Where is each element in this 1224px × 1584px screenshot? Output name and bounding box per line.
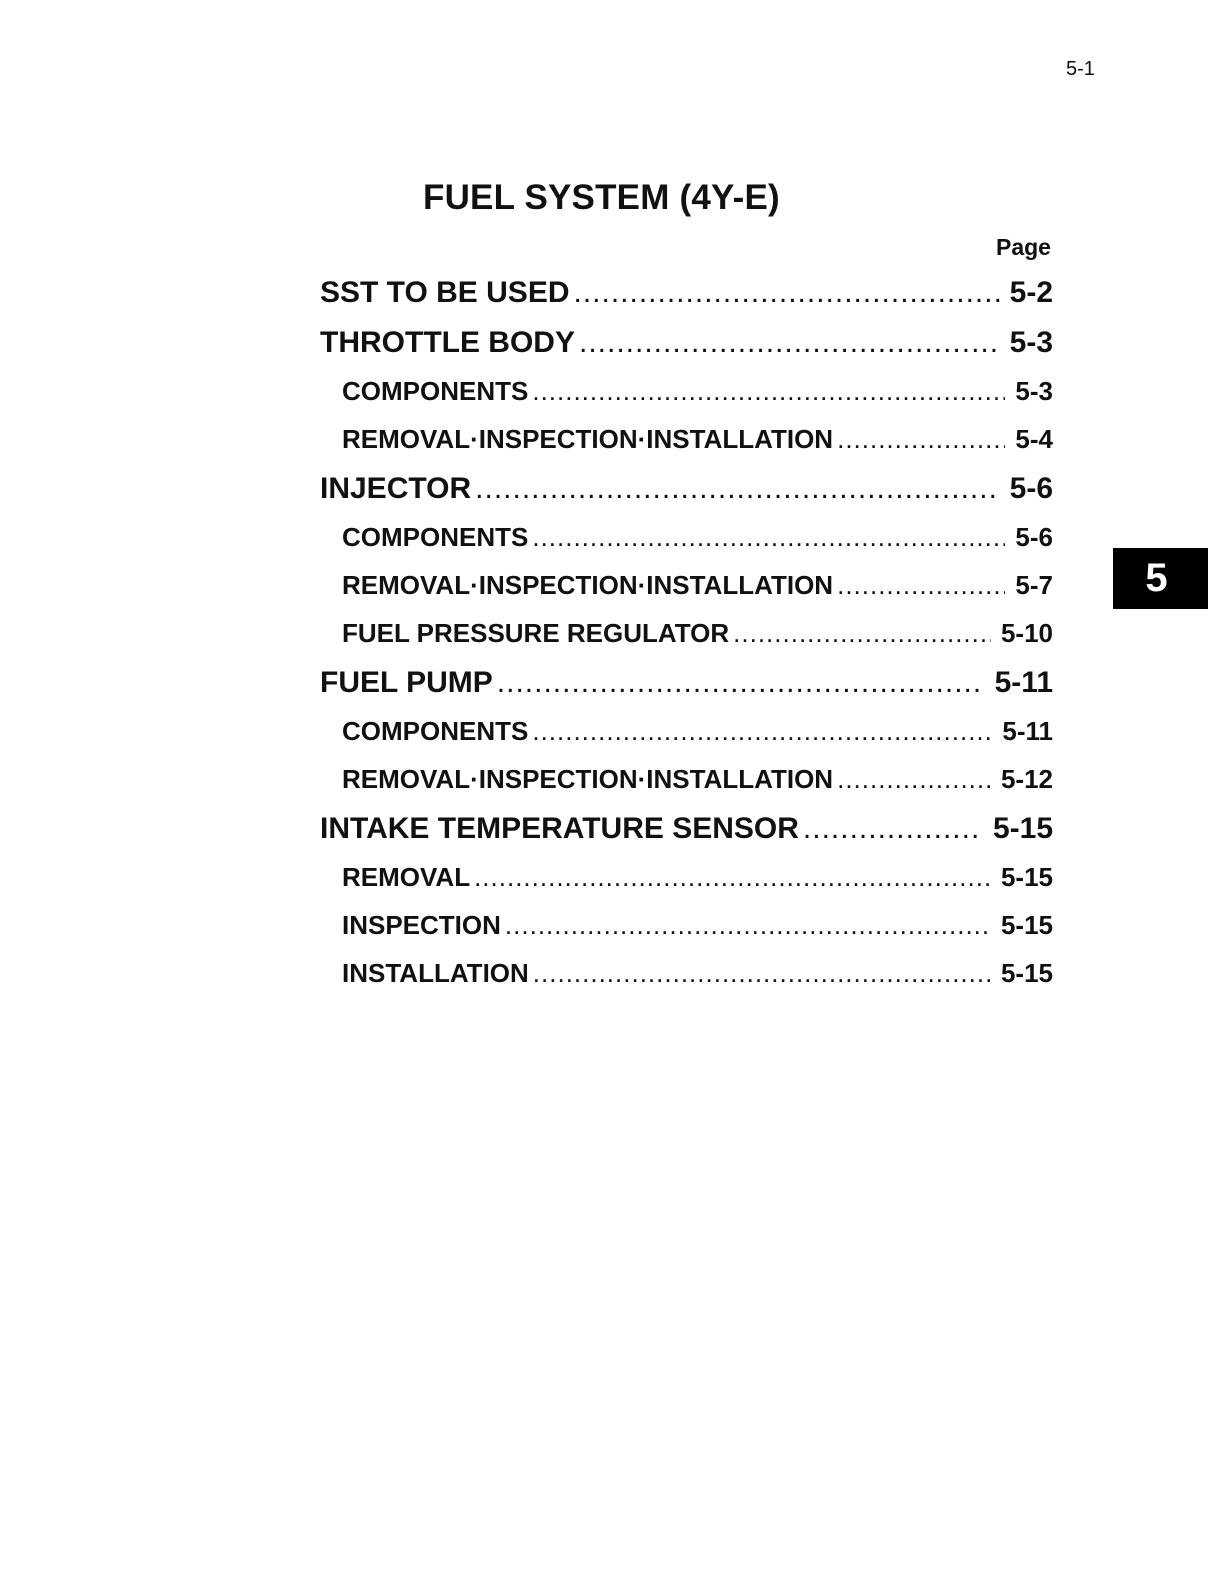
toc-entry-label: SST TO BE USED: [320, 276, 570, 309]
toc-entry[interactable]: [320, 666, 1053, 716]
dot-leader: [579, 326, 1000, 360]
dot-leader: [532, 522, 1005, 553]
dot-leader: [733, 618, 991, 649]
toc-entry-page: 5-10: [1000, 618, 1053, 648]
toc-entry-page: 5-15: [1000, 910, 1053, 940]
toc-entry-page: 5-3: [1009, 326, 1053, 359]
dot-leader: [497, 666, 985, 700]
toc-entry[interactable]: [320, 276, 1053, 326]
dot-leader: [505, 910, 991, 941]
toc-entry-label: FUEL PRESSURE REGULATOR: [342, 618, 730, 648]
toc-entry-page: 5-6: [1009, 472, 1053, 505]
section-tab-marker: [1113, 548, 1208, 609]
toc-subentry[interactable]: [320, 376, 1053, 424]
dot-leader: [474, 862, 991, 893]
toc-entry-page: 5-4: [1015, 424, 1053, 454]
dot-leader: [803, 812, 983, 846]
toc-entry-page: 5-11: [1002, 716, 1053, 746]
toc-entry-label: COMPONENTS: [342, 376, 529, 406]
toc-entry-label: INSPECTION: [342, 910, 501, 940]
toc-entry[interactable]: [320, 812, 1053, 862]
toc-entry-label: INSTALLATION: [342, 958, 529, 988]
toc-entry-label: REMOVAL: [342, 862, 471, 892]
dot-leader: [532, 376, 1005, 407]
toc-entry[interactable]: [320, 326, 1053, 376]
toc-entry-page: 5-15: [1000, 862, 1053, 892]
toc-subentry[interactable]: [320, 618, 1053, 666]
toc-subentry[interactable]: [320, 910, 1053, 958]
dot-leader: [475, 472, 999, 506]
toc-entry-label: REMOVAL·INSPECTION·INSTALLATION: [342, 570, 834, 600]
toc-entry-label: THROTTLE BODY: [320, 326, 575, 359]
dot-leader: [532, 716, 992, 747]
toc-subentry[interactable]: [320, 862, 1053, 910]
toc-entry-page: 5-11: [994, 666, 1053, 699]
toc-subentry[interactable]: [320, 716, 1053, 764]
toc-entry-label: REMOVAL·INSPECTION·INSTALLATION: [342, 424, 834, 454]
toc-entry-page: 5-6: [1015, 522, 1053, 552]
toc-entry-label: INTAKE TEMPERATURE SENSOR: [320, 812, 799, 845]
toc-entry-label: COMPONENTS: [342, 716, 529, 746]
toc-subentry[interactable]: [320, 764, 1053, 812]
dot-leader: [533, 958, 991, 989]
toc-entry-page: 5-15: [992, 812, 1053, 845]
toc-subentry[interactable]: [320, 424, 1053, 472]
page-title: FUEL SYSTEM (4Y-E): [423, 178, 780, 217]
toc-entry-label: REMOVAL·INSPECTION·INSTALLATION: [342, 764, 834, 794]
page-number: 5-1: [1066, 58, 1095, 80]
toc-entry-label: INJECTOR: [320, 472, 472, 505]
toc-entry-page: 5-7: [1015, 570, 1053, 600]
toc-subentry[interactable]: [320, 958, 1053, 1006]
dot-leader: [837, 764, 991, 795]
toc-entry-label: FUEL PUMP: [320, 666, 493, 699]
toc-entry-page: 5-12: [1000, 764, 1053, 794]
dot-leader: [837, 570, 1005, 601]
toc-entry-label: COMPONENTS: [342, 522, 529, 552]
table-of-contents: [320, 276, 1053, 1006]
dot-leader: [574, 276, 1000, 310]
toc-entry[interactable]: [320, 472, 1053, 522]
toc-subentry[interactable]: [320, 570, 1053, 618]
page-column-header: Page: [996, 234, 1051, 260]
section-tab-label: 5: [1145, 556, 1168, 600]
toc-entry-page: 5-15: [1000, 958, 1053, 988]
toc-subentry[interactable]: [320, 522, 1053, 570]
toc-entry-page: 5-2: [1009, 276, 1053, 309]
toc-entry-page: 5-3: [1015, 376, 1053, 406]
dot-leader: [837, 424, 1005, 455]
